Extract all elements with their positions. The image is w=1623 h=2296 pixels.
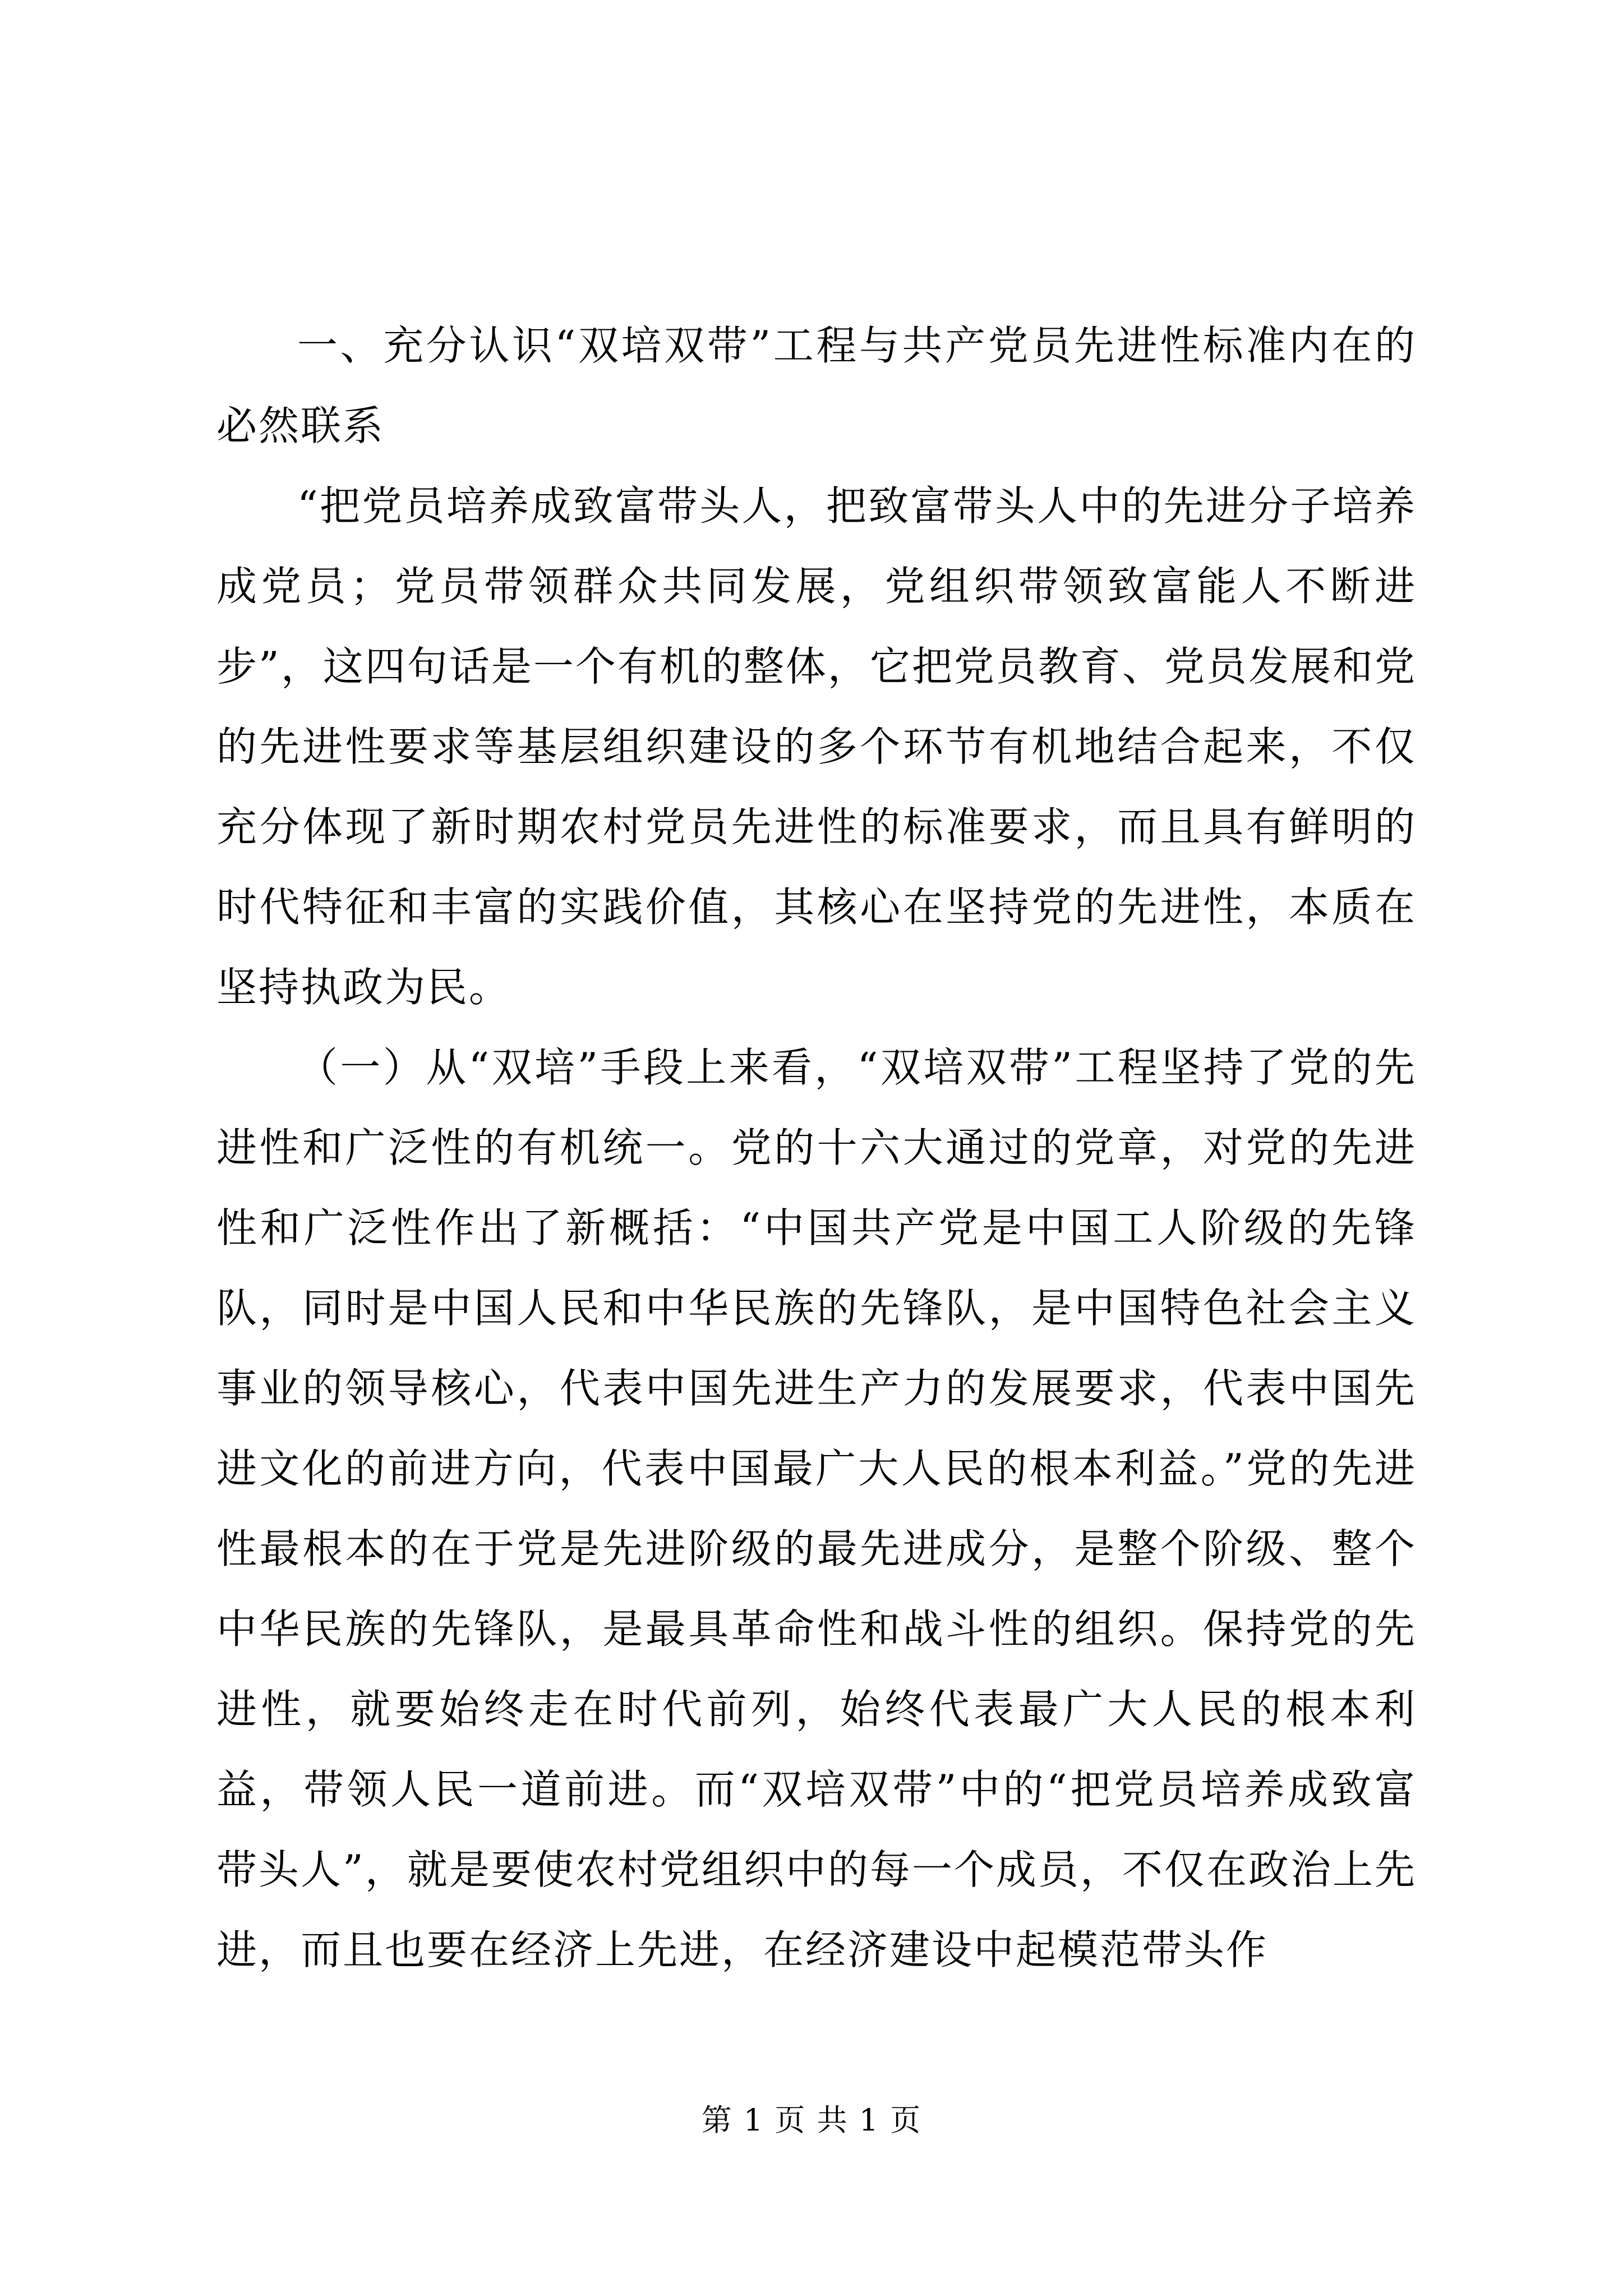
body-paragraph: “把党员培养成致富带头人，把致富带头人中的先进分子培养成党员；党员带领群众共同发展，党组织带领致富能人不断进步”，这四句话是一个有机的整体，它把党员教育、党员发展和党的先进性要求等基层组织建设的多个环节有机地结合起来，不仅充分体现了新时期农村党员先进性的标准要求，而且具有鲜明的时代特征和丰富的实践价值，其核心在坚持党的先进性，本质在坚持执政为民。 <box>216 482 1417 1011</box>
body-paragraph: （一）从“双培”手段上来看，“双培双带”工程坚持了党的先进性和广泛性的有机统一。党的十六大通过的党章，对党的先进性和广泛性作出了新概括：“中国共产党是中国工人阶级的先锋队，同时是中国人民和中华民族的先锋队，是中国特色社会主义事业的领导核心，代表中国先进生产力的发展要求，代表中国先进文化的前进方向，代表中国最广大人民的根本利益。”党的先进性最根本的在于党是先进阶级的最先进成分，是整个阶级、整个中华民族的先锋队，是最具革命性和战斗性的组织。保持党的先进性，就要始终走在时代前列，始终代表最广大人民的根本利益，带领人民一道前进。而“双培双带”中的“把党员培养成致富带头人”，就是要使农村党组织中的每一个成员，不仅在政治上先进，而且也要在经济上先进，在经济建设中起模范带头作 <box>216 1044 1417 1973</box>
page-footer: 第 1 页 共 1 页 <box>701 2102 922 2138</box>
section-heading: 一、充分认识“双培双带”工程与共产党员先进性标准内在的必然联系 <box>216 322 1417 449</box>
document-body <box>216 306 1417 1990</box>
